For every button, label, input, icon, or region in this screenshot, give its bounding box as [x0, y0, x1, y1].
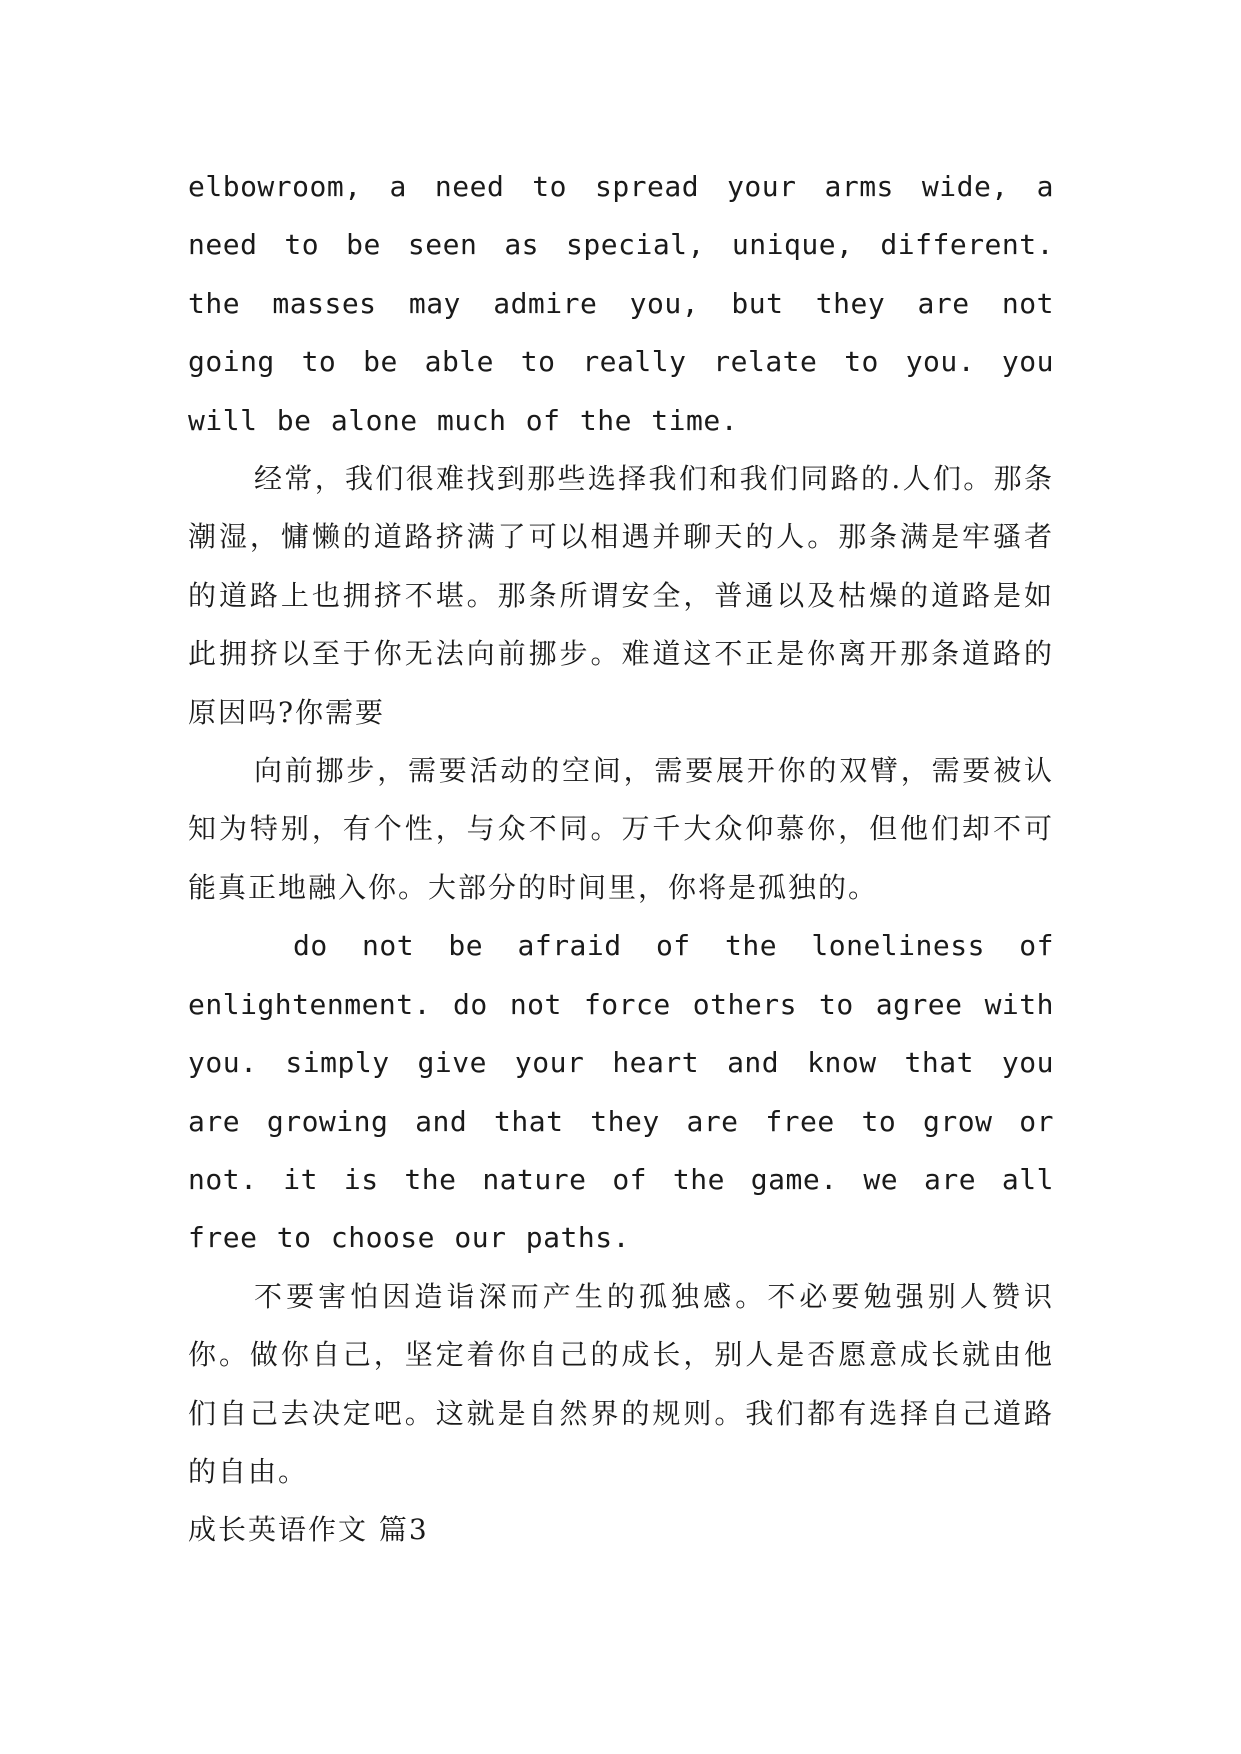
english-paragraph-2: do not be afraid of the loneliness of enlightenment. do not force others to agree with you. simply give your heart and know that you are growing and that they are free to grow or not. it is the nature of the game. we are all free to choose our paths.	[188, 929, 1054, 1255]
chinese-paragraph-2: 向前挪步，需要活动的空间，需要展开你的双臂，需要被认知为特别，有个性，与众不同。万千大众仰慕你，但他们却不可能真正地融入你。大部分的时间里，你将是孤独的。	[188, 754, 1054, 904]
document-body	[188, 158, 1054, 1560]
section-heading: 成长英语作文 篇3	[188, 1513, 429, 1547]
chinese-paragraph-3: 不要害怕因造诣深而产生的孤独感。不必要勉强别人赞识你。做你自己，坚定着你自己的成长，别人是否愿意成长就由他们自己去决定吧。这就是自然界的规则。我们都有选择自己道路的自由。	[188, 1279, 1054, 1488]
chinese-paragraph-1: 经常，我们很难找到那些选择我们和我们同路的.人们。那条潮湿，慵懒的道路挤满了可以相遇并聊天的人。那条满是牢骚者的道路上也拥挤不堪。那条所谓安全，普通以及枯燥的道路是如此拥挤以至于你无法向前挪步。难道这不正是你离开那条道路的原因吗?你需要	[188, 462, 1054, 729]
english-paragraph-1: elbowroom, a need to spread your arms wide, a need to be seen as special, unique, different. the masses may admire you, but they are not going to be able to really relate to you. you will be alone much of the time.	[188, 170, 1054, 437]
